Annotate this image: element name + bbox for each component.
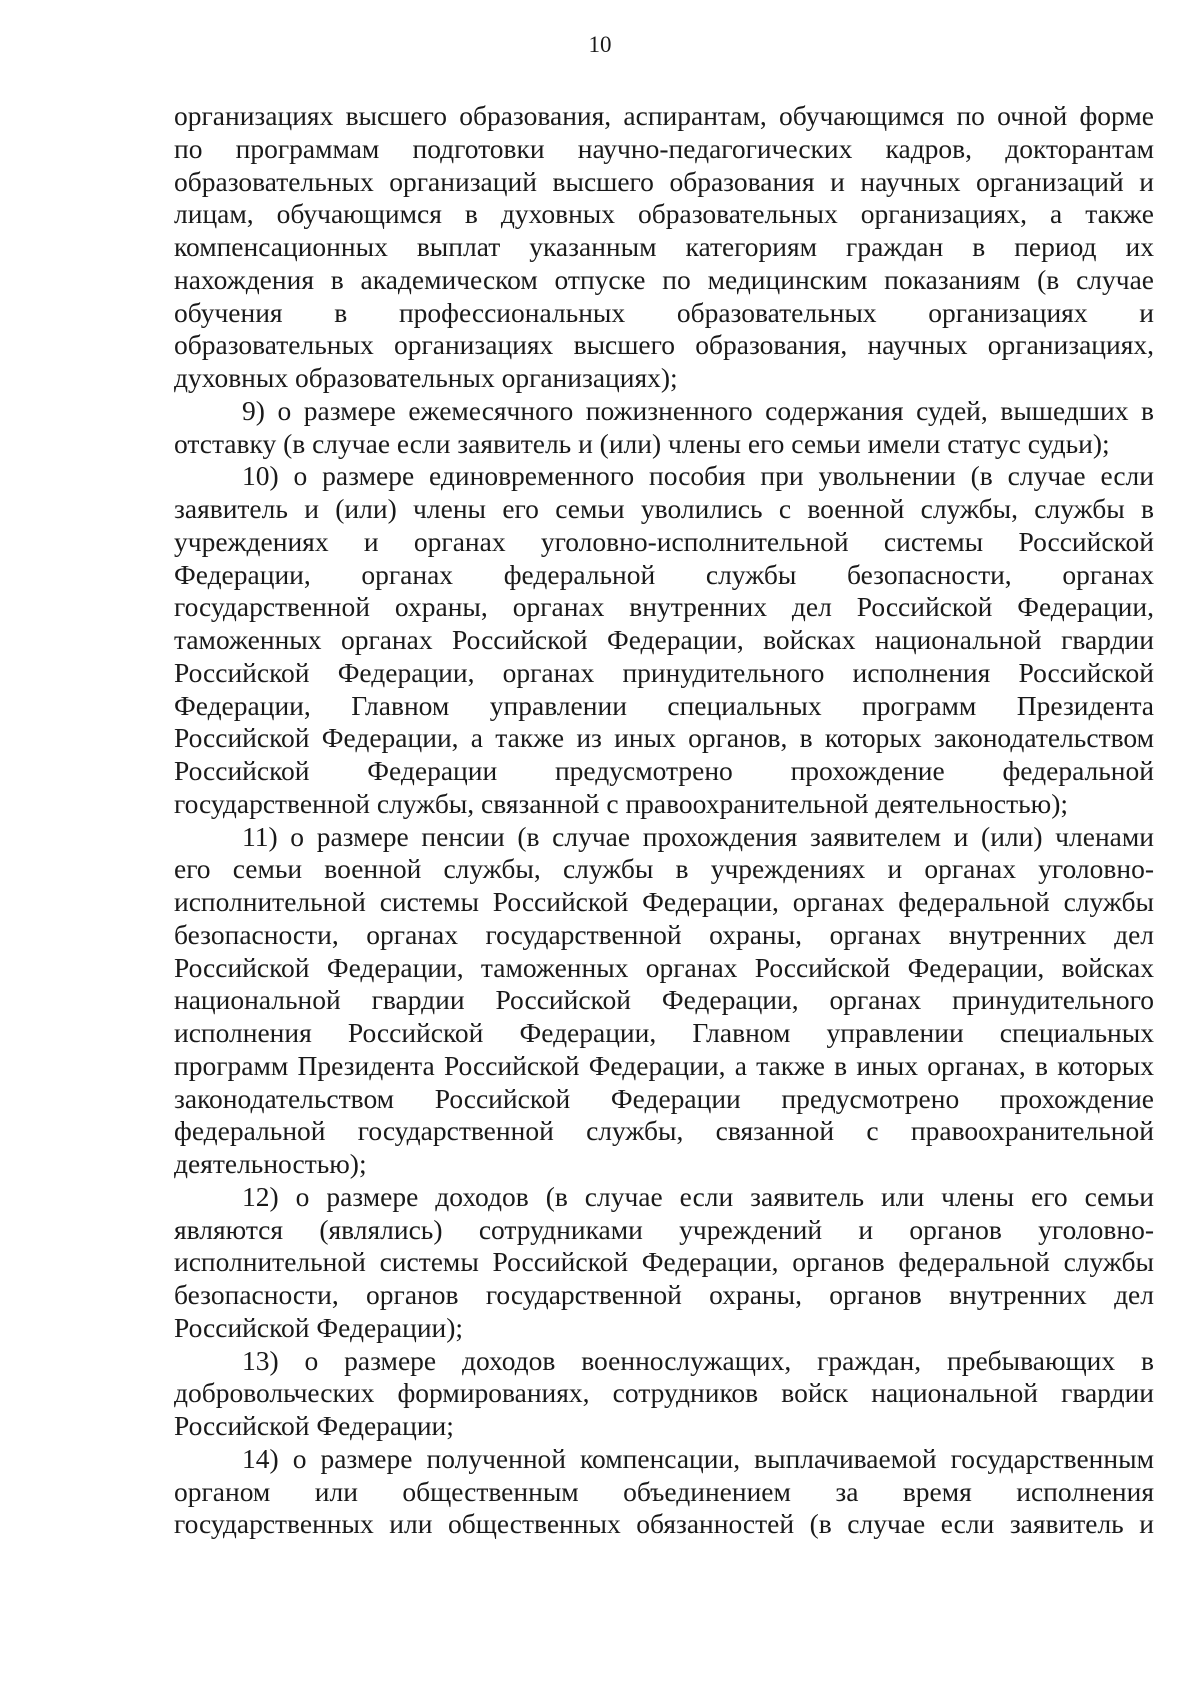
text-line: таможенных органах Российской Федерации, войсках национальной гвардии	[174, 624, 1154, 655]
text-line: 14) о размере полученной компенсации, выплачиваемой государственным	[242, 1442, 1154, 1474]
text-line: государственной охраны, органах внутренних дел Российской Федерации,	[174, 591, 1154, 623]
text-line: Федерации, Главном управлении специальных программ Президента	[174, 689, 1154, 721]
text-line: безопасности, органах государственной охраны, органах внутренних дел	[174, 918, 1154, 950]
text-line: отставку (в случае если заявитель и (или) члены его семьи имели статус судьи);	[174, 427, 1110, 459]
text-line: Российской Федерации предусмотрено прохождение федеральной	[174, 755, 1154, 786]
text-line: организациях высшего образования, аспирантам, обучающимся по очной форме	[174, 100, 1154, 131]
text-line: Российской Федерации, таможенных органах Российской Федерации, войсках	[174, 951, 1154, 983]
text-line: 11) о размере пенсии (в случае прохождения заявителем и (или) членами	[242, 820, 1154, 852]
text-line: деятельностью);	[174, 1148, 367, 1179]
paragraph-item-13	[174, 1345, 1154, 1443]
text-line: федеральной государственной службы, связанной с правоохранительной	[174, 1115, 1154, 1147]
text-line: учреждениях и органах уголовно-исполнительной системы Российской	[174, 525, 1154, 557]
text-line: Федерации, органах федеральной службы безопасности, органах	[174, 558, 1154, 590]
text-line: по программам подготовки научно-педагогических кадров, докторантам	[174, 132, 1154, 164]
text-line: государственной службы, связанной с правоохранительной деятельностью);	[174, 787, 1069, 819]
text-line: программ Президента Российской Федерации, а также в иных органах, в которых	[174, 1049, 1154, 1081]
text-line: Российской Федерации, а также из иных органов, в которых законодательством	[174, 722, 1154, 754]
text-line: заявитель и (или) члены его семьи уволились с военной службы, службы в	[174, 493, 1154, 524]
text-line: государственных или общественных обязанностей (в случае если заявитель и	[174, 1508, 1154, 1540]
paragraph-item-10	[174, 460, 1154, 820]
paragraph-continuation	[174, 100, 1154, 395]
text-line: 13) о размере доходов военнослужащих, граждан, пребывающих в	[242, 1344, 1154, 1376]
text-line: органом или общественным объединением за время исполнения	[174, 1475, 1154, 1507]
paragraph-item-9	[174, 395, 1154, 461]
text-line: исполнения Российской Федерации, Главном управлении специальных	[174, 1017, 1154, 1048]
text-line: духовных образовательных организациях);	[174, 362, 678, 393]
text-line: безопасности, органов государственной охраны, органов внутренних дел	[174, 1279, 1154, 1310]
text-line: обучения в профессиональных образовательных организациях и	[174, 296, 1154, 328]
paragraph-item-12	[174, 1181, 1154, 1345]
text-line: 9) о размере ежемесячного пожизненного содержания судей, вышедших в	[242, 394, 1154, 426]
page-number: 10	[588, 32, 612, 57]
text-line: национальной гвардии Российской Федерации, органах принудительного	[174, 984, 1154, 1016]
text-line: компенсационных выплат указанным категориям граждан в период их	[174, 231, 1154, 262]
text-line: являются (являлись) сотрудниками учреждений и органов уголовно-	[174, 1213, 1154, 1245]
text-line: нахождения в академическом отпуске по медицинским показаниям (в случае	[174, 263, 1154, 295]
text-line: Российской Федерации);	[174, 1311, 464, 1343]
text-line: образовательных организациях высшего образования, научных организациях,	[174, 329, 1154, 361]
text-line: 12) о размере доходов (в случае если заявитель или члены его семьи	[242, 1180, 1154, 1212]
text-line: добровольческих формированиях, сотрудников войск национальной гвардии	[174, 1377, 1154, 1409]
text-line: его семьи военной службы, службы в учреждениях и органах уголовно-	[174, 853, 1154, 885]
document-body	[174, 100, 1154, 1541]
text-line: лицам, обучающимся в духовных образовательных организациях, а также	[174, 198, 1154, 230]
text-line: Российской Федерации, органах принудительного исполнения Российской	[174, 656, 1154, 688]
text-line: исполнительной системы Российской Федерации, органов федеральной службы	[174, 1246, 1154, 1278]
text-line: образовательных организаций высшего образования и научных организаций и	[174, 165, 1154, 197]
text-line: законодательством Российской Федерации предусмотрено прохождение	[174, 1082, 1154, 1114]
text-line: исполнительной системы Российской Федерации, органах федеральной службы	[174, 886, 1154, 917]
text-line: 10) о размере единовременного пособия при увольнении (в случае если	[242, 460, 1154, 492]
text-line: Российской Федерации;	[174, 1410, 454, 1441]
paragraph-item-14	[174, 1443, 1154, 1541]
paragraph-item-11	[174, 821, 1154, 1181]
